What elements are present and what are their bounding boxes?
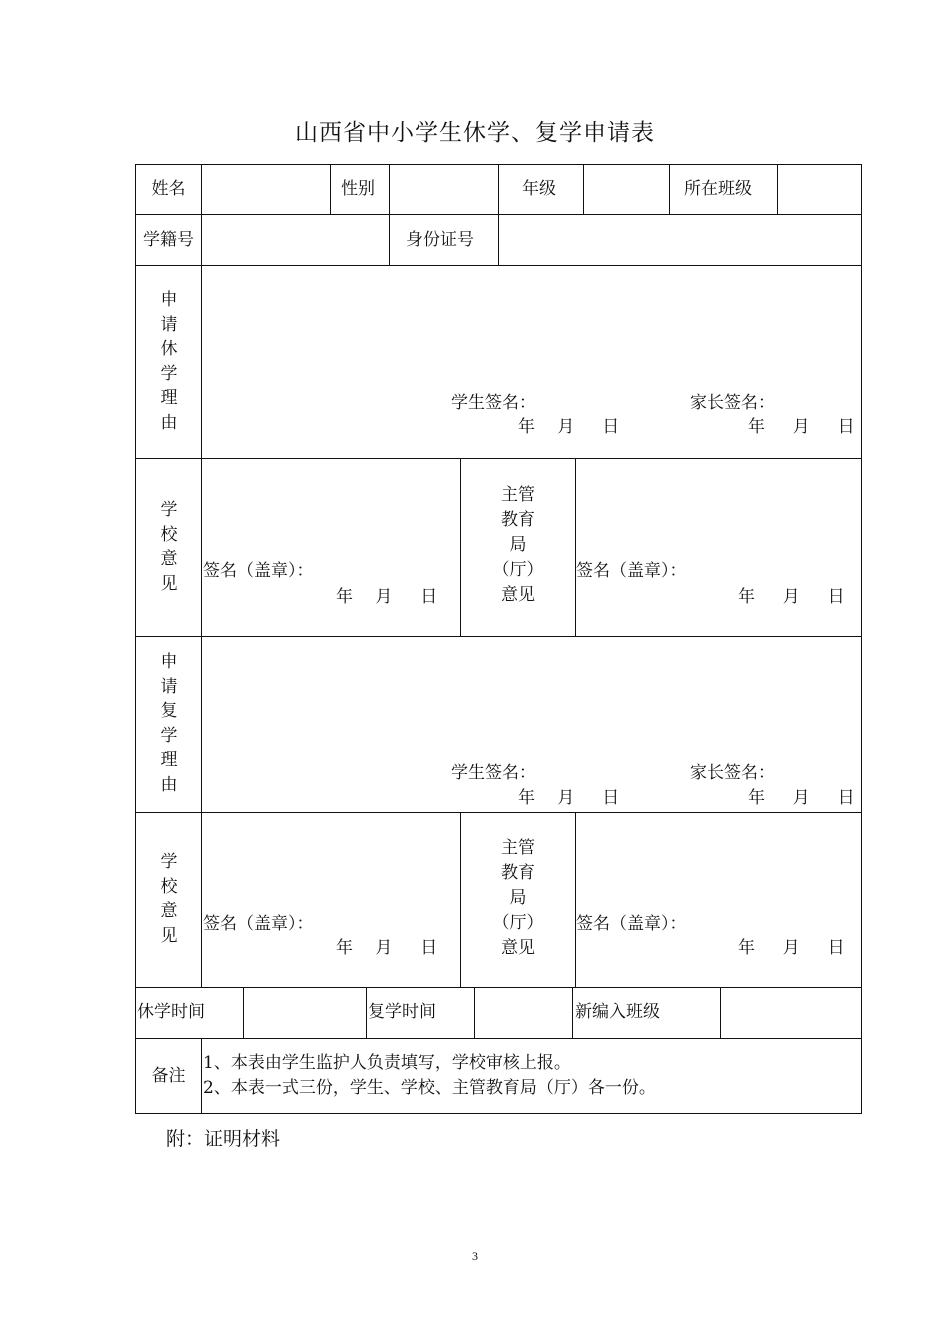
- grade-label: 年级: [522, 179, 556, 199]
- cell-divider: [460, 458, 461, 637]
- resume-school-date: 年 月 日: [336, 938, 438, 958]
- table-border-bottom: [135, 1113, 862, 1114]
- suspend-reason-label: 申请休学理由: [160, 290, 178, 433]
- class-field[interactable]: [778, 166, 861, 214]
- suspend-student-date: 年 月 日: [518, 417, 620, 437]
- name-label: 姓名: [151, 179, 186, 199]
- suspend-school-opinion-label: 学校意见: [160, 500, 178, 594]
- row-divider: [135, 458, 862, 459]
- id-card-field[interactable]: [499, 216, 861, 264]
- gender-label: 性别: [341, 179, 375, 199]
- grade-field[interactable]: [584, 166, 669, 214]
- cell-divider: [498, 164, 499, 215]
- suspend-student-sign: 学生签名：: [451, 393, 536, 413]
- resume-parent-date: 年 月 日: [748, 788, 855, 808]
- label-line: （厅）: [492, 913, 544, 933]
- row-divider: [135, 812, 862, 813]
- cell-divider: [201, 1038, 202, 1114]
- table-border-right: [861, 164, 862, 1114]
- id-card-label: 身份证号: [406, 230, 474, 250]
- cell-divider: [460, 812, 461, 988]
- label-line: 教育: [501, 510, 535, 530]
- cell-divider: [366, 987, 367, 1039]
- suspend-bureau-date: 年 月 日: [738, 587, 845, 607]
- label-line: 主管: [501, 485, 535, 505]
- suspend-school-date: 年 月 日: [336, 587, 438, 607]
- resume-reason-label: 申请复学理由: [160, 652, 178, 795]
- cell-divider: [575, 812, 576, 988]
- row-divider: [135, 1038, 862, 1039]
- cell-divider: [389, 214, 390, 266]
- cell-divider: [669, 164, 670, 215]
- cell-divider: [572, 987, 573, 1039]
- attachment-note: 附：证明材料: [166, 1128, 281, 1150]
- resume-bureau-date: 年 月 日: [738, 938, 845, 958]
- name-field[interactable]: [202, 166, 330, 214]
- label-line: 意见: [501, 585, 535, 605]
- row-divider: [135, 987, 862, 988]
- suspend-time-field[interactable]: [244, 989, 366, 1037]
- resume-school-sign: 签名（盖章）：: [203, 914, 314, 934]
- resume-student-date: 年 月 日: [518, 788, 620, 808]
- new-class-field[interactable]: [721, 989, 861, 1037]
- resume-bureau-sign: 签名（盖章）：: [576, 914, 687, 934]
- suspend-school-sign: 签名（盖章）：: [203, 561, 314, 581]
- label-line: 局: [509, 535, 527, 555]
- resume-bureau-opinion-label: [477, 836, 559, 961]
- label-line: 局: [509, 888, 527, 908]
- suspend-bureau-sign: 签名（盖章）：: [576, 561, 687, 581]
- form-title: 山西省中小学生休学、复学申请表: [295, 120, 655, 146]
- page-number: 3: [472, 1249, 478, 1263]
- resume-time-label: 复学时间: [368, 1002, 436, 1022]
- student-id-label: 学籍号: [143, 230, 194, 250]
- class-label: 所在班级: [684, 179, 752, 199]
- suspend-bureau-opinion-label: [477, 483, 559, 608]
- label-line: （厅）: [492, 560, 544, 580]
- row-divider: [135, 636, 862, 637]
- cell-divider: [575, 458, 576, 637]
- remarks-line-1: 1、本表由学生监护人负责填写，学校审核上报。: [203, 1053, 571, 1073]
- cell-divider: [330, 164, 331, 215]
- remarks-line-2: 2、本表一式三份，学生、学校、主管教育局（厅）各一份。: [203, 1078, 656, 1098]
- gender-field[interactable]: [390, 166, 498, 214]
- suspend-parent-sign: 家长签名：: [690, 393, 775, 413]
- resume-parent-sign: 家长签名：: [690, 763, 775, 783]
- label-line: 意见: [501, 938, 535, 958]
- resume-student-sign: 学生签名：: [451, 763, 536, 783]
- suspend-time-label: 休学时间: [137, 1002, 205, 1022]
- resume-reason-field[interactable]: [203, 638, 860, 758]
- remarks-label: 备注: [151, 1066, 186, 1086]
- resume-school-opinion-label: 学校意见: [160, 852, 178, 946]
- student-id-field[interactable]: [202, 216, 389, 264]
- suspend-parent-date: 年 月 日: [748, 417, 855, 437]
- label-line: 教育: [501, 863, 535, 883]
- label-line: 主管: [501, 838, 535, 858]
- new-class-label: 新编入班级: [575, 1002, 660, 1022]
- suspend-reason-field[interactable]: [203, 267, 860, 387]
- resume-time-field[interactable]: [475, 989, 572, 1037]
